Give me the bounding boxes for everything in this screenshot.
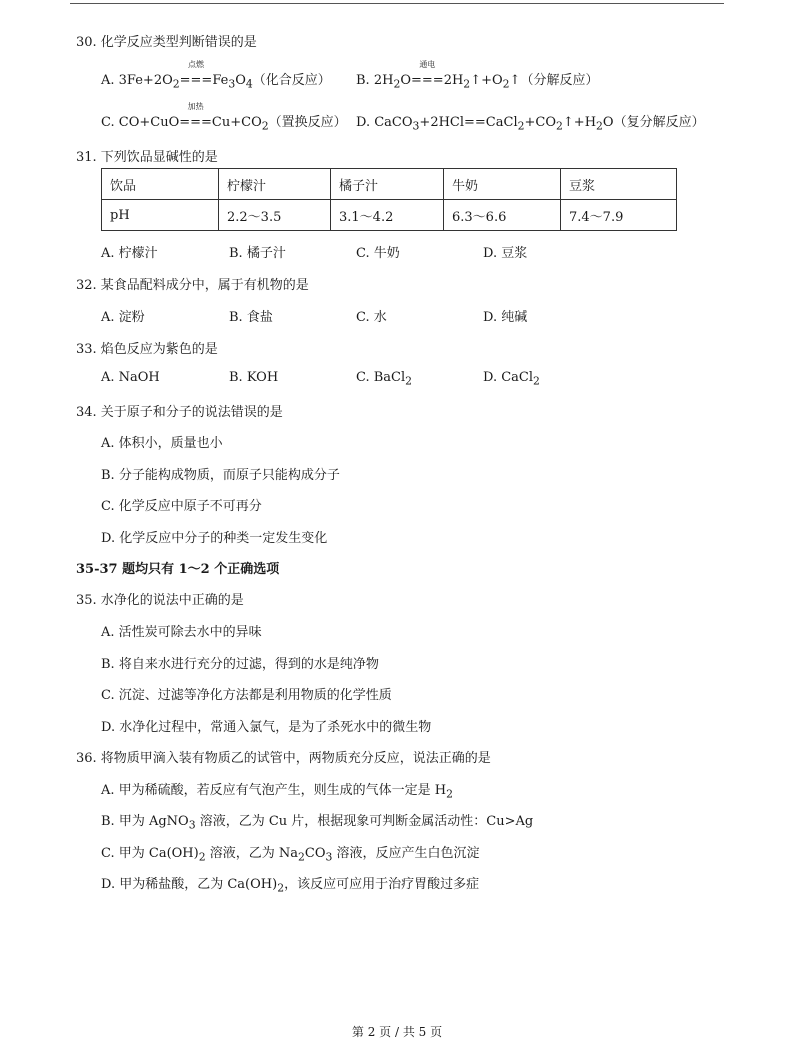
q30-d-text: +CO (524, 115, 557, 130)
q36-d-text: ，该反应可应用于治疗胃酸过多症 (284, 877, 480, 892)
q32-option-d[interactable]: D. 纯碱 (483, 310, 528, 325)
section-note: 35-37 题均只有 1～2 个正确选项 (76, 562, 280, 577)
q30-b-condition: 通电 (419, 60, 436, 69)
table-row (102, 200, 677, 231)
q36-b-text: B. 甲为 AgNO (101, 814, 189, 829)
q30-b-text: O (400, 73, 411, 88)
q30-a-sub: 3 (228, 77, 236, 91)
q30-d-sub: 2 (556, 119, 563, 133)
q36-a-text: A. 甲为稀硫酸，若反应有气泡产生，则生成的气体一定是 H (101, 783, 447, 798)
q36-c-text: CO (304, 846, 326, 861)
q30-b-text: ↑+O (470, 73, 503, 88)
question-30-stem: 30. 化学反应类型判断错误的是 (76, 35, 257, 50)
q30-d-sub: 2 (517, 119, 525, 133)
q35-option-c[interactable]: C. 沉淀、过滤等净化方法都是利用物质的化学性质 (101, 688, 392, 703)
q30-d-sub: 3 (412, 119, 420, 133)
q36-a-sub: 2 (446, 787, 454, 801)
q30-a-equals: === (179, 73, 213, 88)
q34-option-c[interactable]: C. 化学反应中原子不可再分 (101, 499, 262, 514)
q30-option-b[interactable] (356, 60, 599, 91)
q35-option-a[interactable]: A. 活性炭可除去水中的异味 (101, 625, 262, 640)
q30-b-text: B. 2H (356, 73, 394, 88)
q35-option-b[interactable]: B. 将自来水进行充分的过滤，得到的水是纯净物 (101, 657, 379, 672)
q31-option-c[interactable]: C. 牛奶 (356, 246, 400, 261)
question-31-stem: 31. 下列饮品显碱性的是 (76, 150, 218, 165)
q30-d-sub: 2 (596, 119, 603, 133)
q30-d-text: O（复分解反应） (602, 115, 705, 130)
q30-b-equals: === (411, 73, 444, 88)
table-cell: 6.3～6.6 (444, 200, 561, 231)
q32-option-a[interactable]: A. 淀粉 (101, 310, 145, 325)
table-cell: 豆浆 (561, 169, 677, 200)
q30-c-text: C. CO+CuO (101, 115, 180, 130)
q36-c-sub: 2 (198, 850, 206, 864)
q30-c-arrow (179, 102, 212, 130)
table-cell: 柠檬汁 (219, 169, 331, 200)
q30-b-sub: 2 (393, 77, 401, 91)
question-33-stem: 33. 焰色反应为紫色的是 (76, 342, 218, 357)
table-cell: 2.2～3.5 (219, 200, 331, 231)
q34-option-d[interactable]: D. 化学反应中分子的种类一定发生变化 (101, 531, 328, 546)
q30-a-text: A. 3Fe+2O (101, 73, 173, 88)
table-cell: 饮品 (102, 169, 219, 200)
q30-a-text: O (235, 73, 246, 88)
q30-c-equals: === (179, 115, 212, 130)
top-rule (70, 3, 724, 4)
table-cell: pH (102, 200, 219, 231)
q36-option-a[interactable] (101, 779, 453, 801)
q36-c-sub: 3 (325, 850, 333, 864)
q30-c-type: （置换反应） (268, 115, 347, 130)
q33-option-d[interactable] (483, 370, 540, 388)
q31-option-b[interactable]: B. 橘子汁 (229, 246, 286, 261)
q35-option-d[interactable]: D. 水净化过程中，常通入氯气，是为了杀死水中的微生物 (101, 720, 432, 735)
q30-option-a[interactable] (101, 60, 331, 91)
q36-c-text: 溶液，乙为 Na (205, 846, 298, 861)
q32-option-c[interactable]: C. 水 (356, 310, 387, 325)
q36-c-text: 溶液，反应产生白色沉淀 (332, 846, 480, 861)
q33-c-text: C. BaCl (356, 370, 406, 385)
q30-a-condition: 点燃 (187, 60, 204, 69)
q30-a-sub: 2 (172, 77, 180, 91)
q30-d-text: +2HCl==CaCl (419, 115, 518, 130)
page-footer: 第 2 页 / 共 5 页 (351, 1025, 443, 1039)
ph-table (101, 168, 677, 231)
q36-option-b[interactable] (101, 810, 533, 832)
q33-option-b[interactable]: B. KOH (229, 370, 279, 385)
q30-a-sub: 4 (245, 77, 253, 91)
q30-b-sub: 2 (502, 77, 510, 91)
q33-option-c[interactable] (356, 370, 412, 388)
q30-c-sub: 2 (261, 119, 269, 133)
q30-b-text: ↑ (509, 73, 521, 88)
q33-option-a[interactable]: A. NaOH (101, 370, 160, 385)
q30-b-text: 2H (443, 73, 464, 88)
q31-option-d[interactable]: D. 豆浆 (483, 246, 528, 261)
q36-b-sub: 3 (188, 818, 196, 832)
q32-option-b[interactable]: B. 食盐 (229, 310, 273, 325)
q36-d-text: D. 甲为稀盐酸，乙为 Ca(OH) (101, 877, 278, 892)
q33-d-text: D. CaCl (483, 370, 534, 385)
q36-c-sub: 2 (298, 850, 305, 864)
q34-option-b[interactable]: B. 分子能构成物质，而原子只能构成分子 (101, 468, 340, 483)
q36-b-text: 溶液，乙为 Cu 片，根据现象可判断金属活动性：Cu>Ag (195, 814, 534, 829)
q36-c-text: C. 甲为 Ca(OH) (101, 846, 199, 861)
q30-option-c[interactable] (101, 102, 347, 133)
q30-b-sub: 2 (463, 77, 471, 91)
q30-a-text: Fe (212, 73, 229, 88)
q30-option-d[interactable] (356, 111, 705, 133)
q30-d-text: D. CaCO (356, 115, 413, 130)
q30-d-text: ↑+H (562, 115, 597, 130)
q30-b-arrow (411, 60, 444, 88)
question-36-stem: 36. 将物质甲滴入装有物质乙的试管中，两物质充分反应，说法正确的是 (76, 751, 491, 766)
q36-option-c[interactable] (101, 842, 480, 864)
question-34-stem: 34. 关于原子和分子的说法错误的是 (76, 405, 283, 420)
q36-d-sub: 2 (277, 881, 285, 895)
question-35-stem: 35. 水净化的说法中正确的是 (76, 593, 244, 608)
table-cell: 7.4～7.9 (561, 200, 677, 231)
q30-a-arrow (179, 60, 213, 88)
q31-option-a[interactable]: A. 柠檬汁 (101, 246, 158, 261)
q30-c-condition: 加热 (187, 102, 204, 111)
q33-c-sub: 2 (405, 374, 413, 388)
q34-option-a[interactable]: A. 体积小，质量也小 (101, 436, 223, 451)
question-32-stem: 32. 某食品配料成分中，属于有机物的是 (76, 278, 309, 293)
q36-option-d[interactable] (101, 873, 479, 895)
table-cell: 橘子汁 (331, 169, 444, 200)
q30-b-type: （分解反应） (520, 73, 599, 88)
table-cell: 3.1～4.2 (331, 200, 444, 231)
q30-a-type: （化合反应） (252, 73, 331, 88)
q33-d-sub: 2 (533, 374, 540, 388)
table-cell: 牛奶 (444, 169, 561, 200)
table-header-row (102, 169, 677, 200)
q30-c-text: Cu+CO (211, 115, 262, 130)
